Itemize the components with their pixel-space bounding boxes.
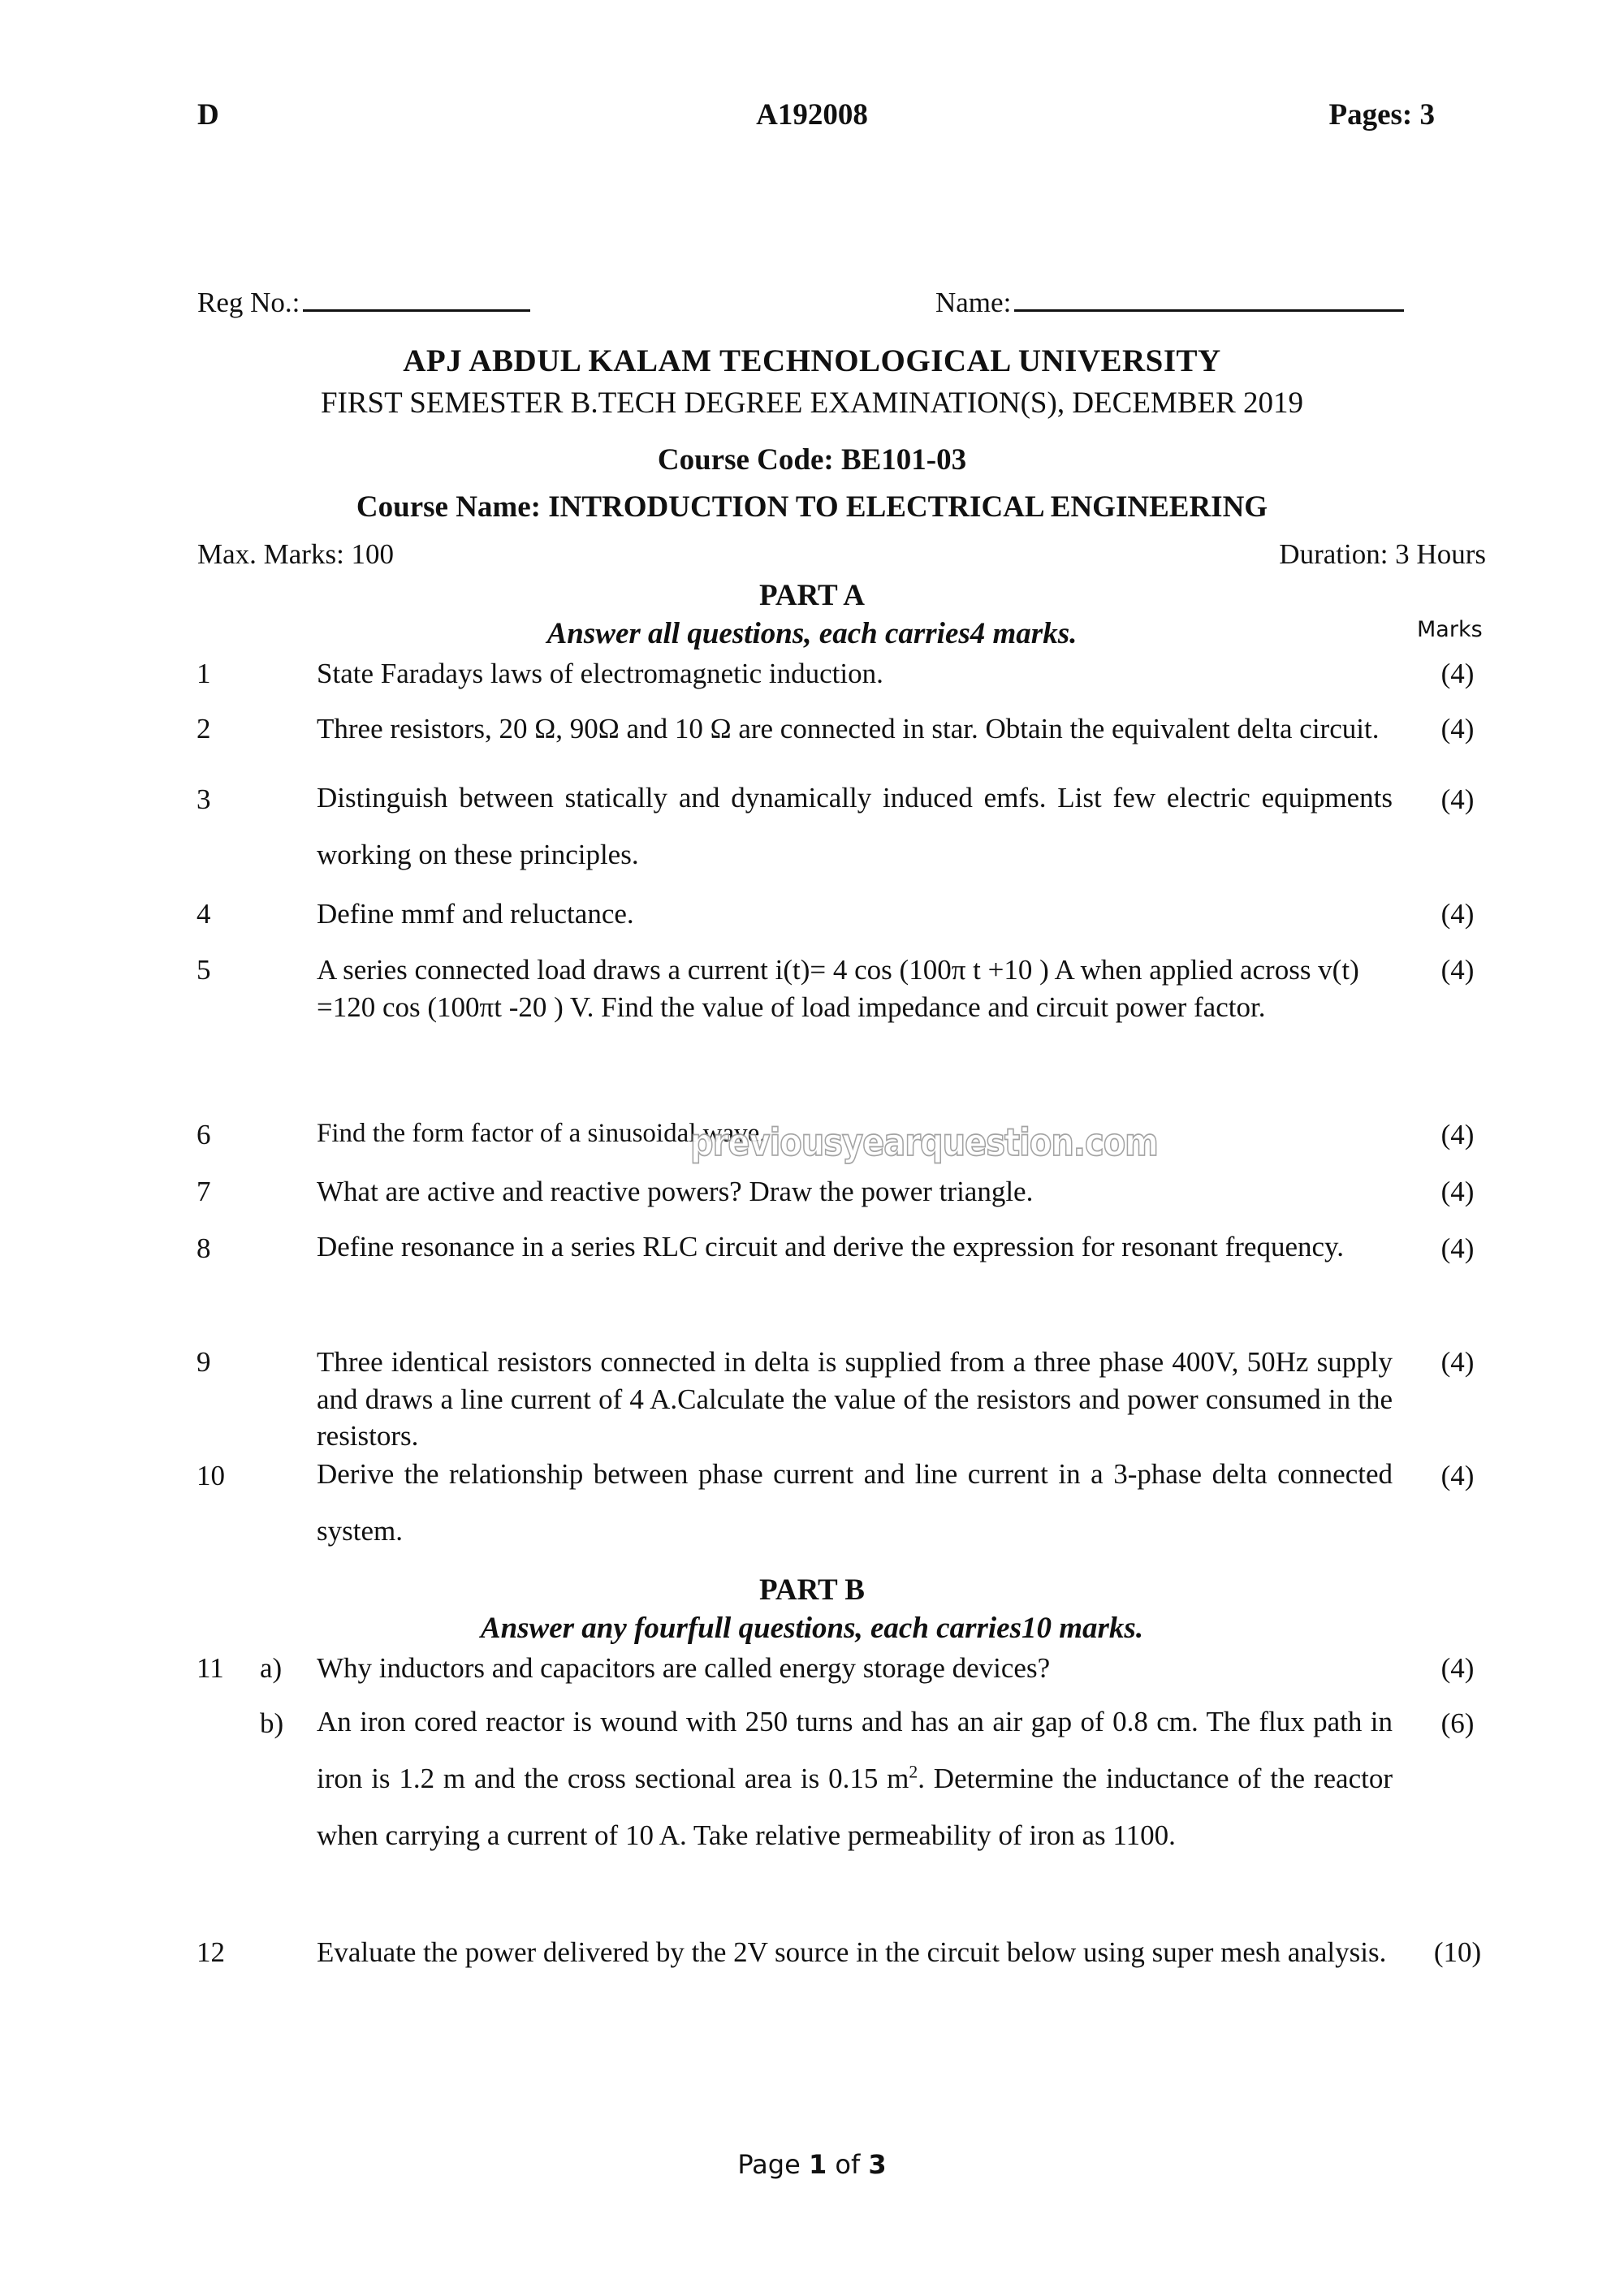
question-text: Three identical resistors connected in delta is supplied from a three phase 400V, 50Hz supply and draws a line current of 4 A.Calculate the value of the resistors and power consumed in the resistors. (317, 1346, 1393, 1452)
university-title: APJ ABDUL KALAM TECHNOLOGICAL UNIVERSITY (403, 343, 1221, 378)
question-marks: (4) (1440, 898, 1475, 930)
footer-page-word: Page (737, 2149, 801, 2180)
exam-title: FIRST SEMESTER B.TECH DEGREE EXAMINATION(S), DECEMBER 2019 (320, 386, 1304, 420)
part-a-heading: PART A (759, 579, 865, 612)
question-marks: (4) (1440, 1460, 1475, 1491)
question-text-part: An iron cored reactor is wound with 250 turns and has an air gap of 0.8 cm. The flux path in iron is 1.2 m and the cross sectional area is 0.15 m (317, 1706, 1393, 1794)
page-count: Pages: 3 (1328, 98, 1435, 132)
question-number: 4 (197, 898, 211, 930)
question-number: 7 (197, 1176, 211, 1207)
course-name: Course Name: INTRODUCTION TO ELECTRICAL ENGINEERING (356, 490, 1268, 524)
question-number: 3 (197, 783, 211, 815)
question-text: Why inductors and capacitors are called energy storage devices? (317, 1652, 1051, 1684)
question-marks: (4) (1440, 783, 1475, 815)
reg-no-label: Reg No.: (197, 287, 300, 318)
question-number: 5 (197, 954, 211, 986)
reg-no-blank (303, 309, 530, 312)
course-code: Course Code: BE101-03 (657, 443, 967, 477)
question-marks: (4) (1440, 713, 1475, 744)
footer-page-total: 3 (868, 2149, 887, 2180)
question-text: Find the form factor of a sinusoidal wave. (317, 1119, 767, 1148)
question-number: 2 (197, 713, 211, 744)
question-subpart: b) (260, 1707, 284, 1739)
question-number: 11 (197, 1652, 224, 1684)
paper-code: A192008 (756, 98, 868, 132)
question-number: 9 (197, 1346, 211, 1378)
question-text: Evaluate the power delivered by the 2V source in the circuit below using super mesh analysis. (317, 1936, 1387, 1968)
max-marks: Max. Marks: 100 (197, 538, 395, 570)
reg-no-field (197, 284, 530, 322)
name-blank (1014, 309, 1404, 312)
question-marks: (4) (1440, 1232, 1475, 1264)
question-text: State Faradays laws of electromagnetic induction. (317, 658, 883, 689)
question-number: 12 (197, 1936, 225, 1968)
question-marks: (4) (1440, 954, 1475, 986)
question-marks: (4) (1440, 1119, 1475, 1150)
duration: Duration: 3 Hours (1279, 538, 1486, 570)
name-field (935, 284, 1404, 322)
question-text: A series connected load draws a current i(t)= 4 cos (100π t +10 ) A when applied across v(t) =120 cos (100πt -20 ) V. Find the value of load impedance and circuit power factor. (317, 954, 1359, 1023)
part-a-instruction: Answer all questions, each carries4 marks. (546, 617, 1078, 650)
question-marks: (4) (1440, 1176, 1475, 1207)
question-text: Derive the relationship between phase current and line current in a 3-phase delta connected system. (317, 1458, 1393, 1547)
question-text: Define resonance in a series RLC circuit and derive the expression for resonant frequency. (317, 1231, 1345, 1262)
question-text-part: . Determine the inductance of the reactor when carrying a current of 10 A. Take relative permeability of iron as 1100. (317, 1763, 1393, 1851)
name-label: Name: (935, 287, 1012, 318)
question-text: Three resistors, 20 Ω, 90Ω and 10 Ω are connected in star. Obtain the equivalent delta circuit. (317, 713, 1380, 744)
part-b-heading: PART B (759, 1573, 865, 1607)
question-text (317, 1694, 1393, 1864)
marks-column-header: Marks (1417, 617, 1483, 642)
footer-page-number: 1 (808, 2149, 827, 2180)
set-label: D (197, 98, 219, 132)
question-text: What are active and reactive powers? Draw the power triangle. (317, 1176, 1034, 1207)
question-text: Distinguish between statically and dynamically induced emfs. List few electric equipments working on these principles. (317, 782, 1393, 870)
question-number: 8 (197, 1232, 211, 1264)
superscript: 2 (909, 1762, 918, 1782)
question-subpart: a) (260, 1652, 283, 1684)
page-footer (0, 2148, 1624, 2182)
question-number: 6 (197, 1119, 211, 1150)
part-b-instruction: Answer any fourfull questions, each carries10 marks. (480, 1612, 1144, 1645)
question-marks: (4) (1440, 1652, 1475, 1684)
question-marks: (4) (1440, 1346, 1475, 1378)
watermark-logo: previousyearquestion.com (690, 1121, 1158, 1165)
question-marks: (4) (1440, 658, 1475, 689)
question-text: Define mmf and reluctance. (317, 898, 634, 930)
question-number: 1 (197, 658, 211, 689)
question-number: 10 (197, 1460, 225, 1491)
footer-of-word: of (835, 2149, 861, 2180)
question-marks: (6) (1440, 1707, 1475, 1739)
question-marks: (10) (1433, 1936, 1482, 1968)
